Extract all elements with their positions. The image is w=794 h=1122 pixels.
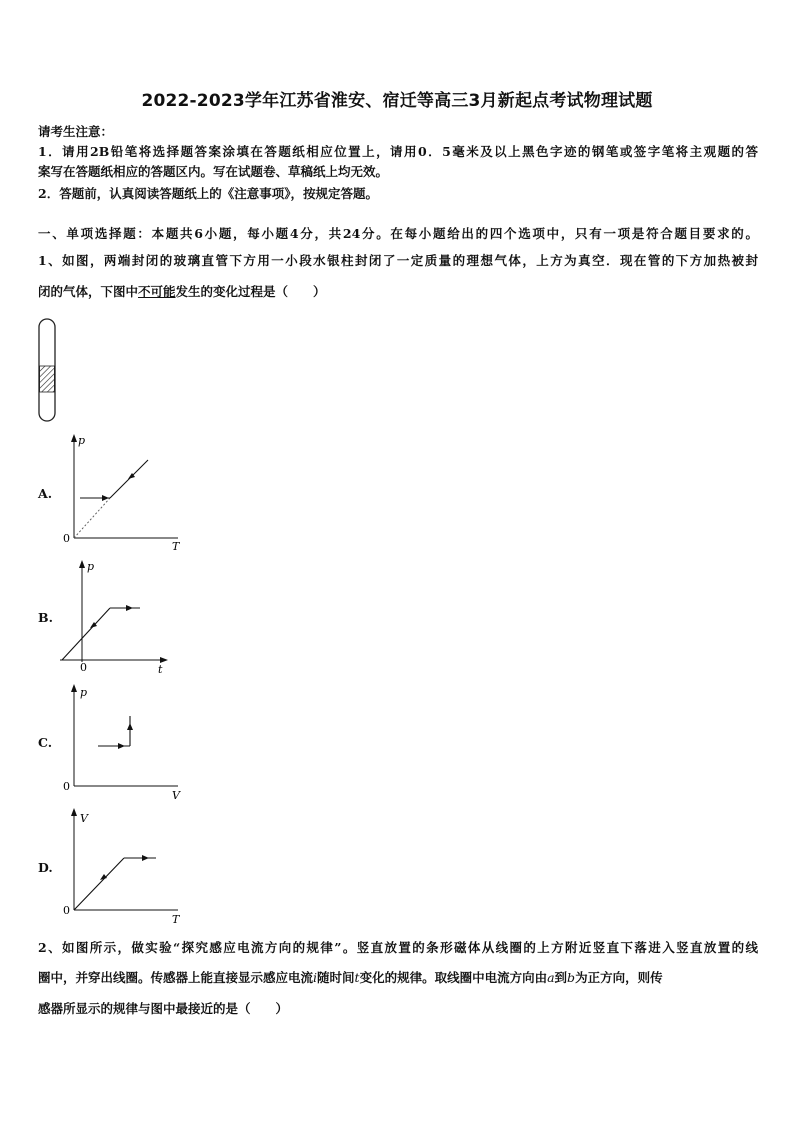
arrow-icon [118,743,125,749]
option-a-graph[interactable] [60,434,190,554]
option-c-graph[interactable] [60,684,190,804]
option-d-graph[interactable] [60,808,190,928]
mercury-column [40,366,55,392]
option-d-label[interactable]: D. [38,860,53,875]
origin-label: 0 [63,532,70,545]
y-axis-arrow-icon [79,560,85,568]
x-axis-label: t [158,663,163,676]
page-title: 2022-2023学年江苏省淮安、宿迁等高三3月新起点考试物理试题 [141,91,653,111]
question-1-text-a: 闭的气体，下图中 [38,284,139,299]
option-b-label[interactable]: B. [38,610,53,625]
y-axis-arrow-icon [71,684,77,692]
y-axis-label: p [78,434,86,447]
x-axis-label: T [172,540,180,553]
variable-a: a [547,970,555,985]
option-a-label[interactable]: A. [38,486,53,501]
origin-label: 0 [63,904,70,917]
process-line [110,460,148,498]
variable-b: b [567,970,576,985]
question-2-line-2 [38,968,663,986]
process-line [62,608,110,660]
question-1-line-1: 1、如图，两端封闭的玻璃直管下方用一小段水银柱封闭了一定质量的理想气体，上方为真空．现在管的下方加热被封 [38,253,758,268]
notice-item-1-line-2: 案写在答题纸相应的答题区内。写在试题卷、草稿纸上均无效。 [38,164,389,179]
origin-label: 0 [63,780,70,793]
question-1-text-b: 发生的变化过程是（ ） [175,284,326,299]
section-1-heading: 一、单项选择题：本题共6小题，每小题4分，共24分。在每小题给出的四个选项中，只有一项是符合题目要求的。 [38,226,758,241]
notice-item-2: 2．答题前，认真阅读答题纸上的《注意事项》，按规定答题。 [38,186,378,201]
x-axis-label: V [172,789,180,802]
y-axis-label: V [80,812,88,825]
variable-t: t [354,970,360,985]
glass-tube-figure [36,318,60,424]
question-2-text: 随时间 [317,970,355,985]
question-2-text: 到 [554,970,568,985]
y-axis-label: p [87,560,95,573]
question-2-line-1: 2、如图所示，做实验“探究感应电流方向的规律”。竖直放置的条形磁体从线圈的上方附近竖直下落进入竖直放置的线 [38,940,758,955]
arrow-icon [102,495,109,501]
question-2-line-3: 感器所显示的规律与图中最接近的是（ ） [38,1001,289,1016]
arrow-icon [126,605,133,611]
question-2-text: 为正方向，则传 [575,970,663,985]
y-axis-arrow-icon [71,434,77,442]
option-c-label[interactable]: C. [38,735,53,750]
notice-heading: 请考生注意： [38,124,114,139]
question-2-text: 变化的规律。取线圈中电流方向由 [359,970,548,985]
question-2-text: 圈中，并穿出线圈。传感器上能直接显示感应电流 [38,970,314,985]
option-b-graph[interactable] [60,560,180,678]
process-line [74,858,124,910]
x-axis-label: T [172,913,180,926]
y-axis-label: p [80,686,88,699]
arrow-icon [142,855,149,861]
y-axis-arrow-icon [71,808,77,816]
arrow-icon [127,723,133,730]
variable-i: i [313,970,318,985]
dashed-extension [74,498,110,538]
origin-label: 0 [80,661,87,674]
notice-item-1-line-1: 1．请用2B铅笔将选择题答案涂填在答题纸相应位置上，请用0．5毫米及以上黑色字迹的钢笔或签字笔将主观题的答 [38,144,758,159]
question-1-line-2 [38,282,326,300]
question-1-emphasis: 不可能 [138,284,176,299]
